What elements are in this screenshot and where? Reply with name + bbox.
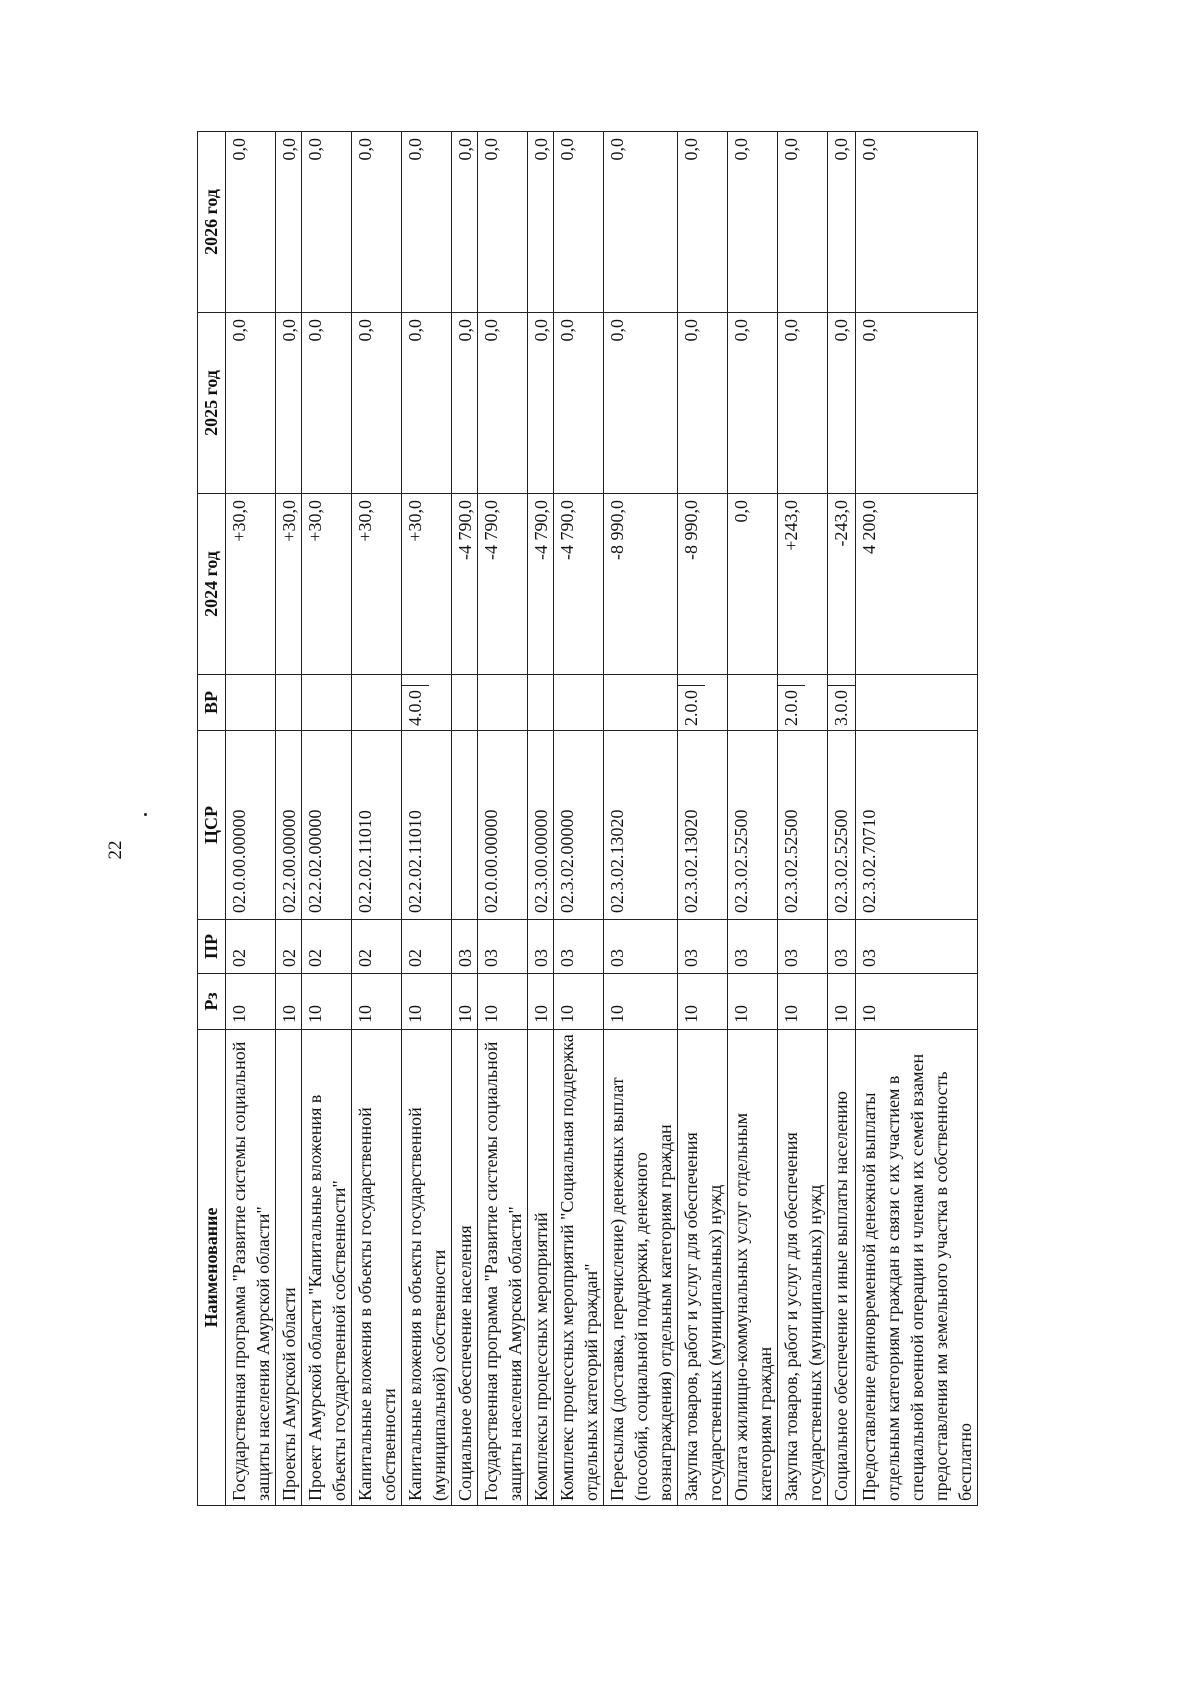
cell-2025: 0,0 xyxy=(478,313,528,494)
cell-2025: 0,0 xyxy=(554,313,604,494)
cell-2024: -4 790,0 xyxy=(452,494,478,675)
cell-vr xyxy=(828,675,856,731)
cell-csr: 02.3.02.13020 xyxy=(604,731,678,920)
cell-rz: 10 xyxy=(226,974,276,1030)
table-row xyxy=(856,132,978,1506)
cell-pr: 03 xyxy=(478,920,528,974)
cell-2026: 0,0 xyxy=(452,132,478,313)
cell-vr xyxy=(452,675,478,731)
header-pr: ПР xyxy=(198,920,226,974)
cell-2025: 0,0 xyxy=(728,313,778,494)
cell-rz: 10 xyxy=(856,974,978,1030)
cell-pr: 02 xyxy=(302,920,352,974)
cell-2025: 0,0 xyxy=(276,313,302,494)
table-header-row xyxy=(198,132,226,1506)
cell-rz: 10 xyxy=(728,974,778,1030)
table-body xyxy=(226,132,978,1506)
budget-table-container xyxy=(197,132,1022,1506)
header-csr: ЦСР xyxy=(198,731,226,920)
header-2024: 2024 год xyxy=(198,494,226,675)
cell-name: Проекты Амурской области xyxy=(276,1030,302,1506)
cell-pr: 02 xyxy=(276,920,302,974)
cell-2024: +30,0 xyxy=(302,494,352,675)
cell-name: Капитальные вложения в объекты государственной собственности xyxy=(352,1030,402,1506)
cell-vr xyxy=(402,675,452,731)
cell-2026: 0,0 xyxy=(678,132,728,313)
cell-vr xyxy=(678,675,728,731)
cell-pr: 03 xyxy=(728,920,778,974)
cell-2024: 0,0 xyxy=(728,494,778,675)
cell-vr xyxy=(528,675,554,731)
header-rz: Рз xyxy=(198,974,226,1030)
cell-csr: 02.3.02.52500 xyxy=(828,731,856,920)
table-row xyxy=(604,132,678,1506)
cell-csr: 02.3.02.52500 xyxy=(778,731,828,920)
header-name: Наименование xyxy=(198,1030,226,1506)
cell-name: Проект Амурской области "Капитальные вложения в объекты государственной собственности" xyxy=(302,1030,352,1506)
cell-vr xyxy=(276,675,302,731)
cell-2025: 0,0 xyxy=(352,313,402,494)
table-row xyxy=(352,132,402,1506)
cell-pr: 03 xyxy=(778,920,828,974)
cell-csr: 02.3.02.13020 xyxy=(678,731,728,920)
cell-csr: 02.3.02.70710 xyxy=(856,731,978,920)
cell-2025: 0,0 xyxy=(226,313,276,494)
table-row xyxy=(728,132,778,1506)
table-row xyxy=(528,132,554,1506)
table-row xyxy=(402,132,452,1506)
table-row xyxy=(452,132,478,1506)
cell-pr: 03 xyxy=(678,920,728,974)
cell-name: Комплексы процессных мероприятий xyxy=(528,1030,554,1506)
cell-rz: 10 xyxy=(678,974,728,1030)
cell-name: Оплата жилищно-коммунальных услуг отдельным категориям граждан xyxy=(728,1030,778,1506)
header-vr: ВР xyxy=(198,675,226,731)
cell-2024: -243,0 xyxy=(828,494,856,675)
header-2026: 2026 год xyxy=(198,132,226,313)
cell-pr: 02 xyxy=(352,920,402,974)
cell-2025: 0,0 xyxy=(604,313,678,494)
cell-2024: -4 790,0 xyxy=(478,494,528,675)
cell-name: Закупка товаров, работ и услуг для обеспечения государственных (муниципальных) нужд xyxy=(678,1030,728,1506)
cell-2026: 0,0 xyxy=(604,132,678,313)
table-row xyxy=(302,132,352,1506)
cell-pr: 03 xyxy=(856,920,978,974)
cell-rz: 10 xyxy=(778,974,828,1030)
table-row xyxy=(478,132,528,1506)
cell-rz: 10 xyxy=(554,974,604,1030)
cell-2024: +30,0 xyxy=(276,494,302,675)
cell-2026: 0,0 xyxy=(828,132,856,313)
cell-2026: 0,0 xyxy=(528,132,554,313)
cell-2024: -4 790,0 xyxy=(528,494,554,675)
cell-2024: 4 200,0 xyxy=(856,494,978,675)
cell-pr: 03 xyxy=(554,920,604,974)
cell-2024: -8 990,0 xyxy=(604,494,678,675)
vr-code: 2.0.0 xyxy=(678,685,705,730)
cell-2025: 0,0 xyxy=(828,313,856,494)
vr-code: 2.0.0 xyxy=(778,685,805,730)
cell-name: Пересылка (доставка, перечисление) денежных выплат (пособий, социальной поддержки, денежного вознаграждения) отдельным категориям граждан xyxy=(604,1030,678,1506)
cell-2025: 0,0 xyxy=(452,313,478,494)
cell-csr xyxy=(452,731,478,920)
cell-name: Комплекс процессных мероприятий "Социальная поддержка отдельных категорий граждан" xyxy=(554,1030,604,1506)
cell-2025: 0,0 xyxy=(678,313,728,494)
cell-2025: 0,0 xyxy=(778,313,828,494)
cell-rz: 10 xyxy=(402,974,452,1030)
vr-code: 4.0.0 xyxy=(402,685,429,730)
cell-name: Социальное обеспечение и иные выплаты населению xyxy=(828,1030,856,1506)
cell-csr: 02.2.00.00000 xyxy=(276,731,302,920)
cell-csr: 02.0.00.00000 xyxy=(478,731,528,920)
cell-rz: 10 xyxy=(452,974,478,1030)
cell-vr xyxy=(226,675,276,731)
cell-2024: +30,0 xyxy=(402,494,452,675)
cell-vr xyxy=(728,675,778,731)
cell-name: Социальное обеспечение населения xyxy=(452,1030,478,1506)
cell-2026: 0,0 xyxy=(226,132,276,313)
cell-2024: +30,0 xyxy=(226,494,276,675)
cell-vr xyxy=(604,675,678,731)
cell-name: Закупка товаров, работ и услуг для обеспечения государственных (муниципальных) нужд xyxy=(778,1030,828,1506)
table-row xyxy=(226,132,276,1506)
cell-2026: 0,0 xyxy=(352,132,402,313)
cell-rz: 10 xyxy=(604,974,678,1030)
cell-csr: 02.3.02.52500 xyxy=(728,731,778,920)
cell-2025: 0,0 xyxy=(302,313,352,494)
cell-csr: 02.3.00.00000 xyxy=(528,731,554,920)
cell-2025: 0,0 xyxy=(528,313,554,494)
cell-rz: 10 xyxy=(828,974,856,1030)
budget-table xyxy=(197,131,978,1506)
cell-2026: 0,0 xyxy=(856,132,978,313)
cell-2026: 0,0 xyxy=(478,132,528,313)
cell-pr: 02 xyxy=(226,920,276,974)
table-row xyxy=(554,132,604,1506)
header-2025: 2025 год xyxy=(198,313,226,494)
cell-name: Предоставление единовременной денежной выплаты отдельным категориям граждан в связи с их участием в специальной военной операции и членам их семей взамен предоставления им земельного участка в собственность бесплатно xyxy=(856,1030,978,1506)
cell-pr: 03 xyxy=(452,920,478,974)
cell-2025: 0,0 xyxy=(402,313,452,494)
table-row xyxy=(828,132,856,1506)
cell-vr xyxy=(352,675,402,731)
table-row xyxy=(276,132,302,1506)
cell-2025: 0,0 xyxy=(856,313,978,494)
cell-2026: 0,0 xyxy=(402,132,452,313)
cell-csr: 02.2.02.11010 xyxy=(352,731,402,920)
table-row xyxy=(778,132,828,1506)
table-row xyxy=(678,132,728,1506)
cell-csr: 02.3.02.00000 xyxy=(554,731,604,920)
cell-name: Государственная программа "Развитие системы социальной защиты населения Амурской области" xyxy=(226,1030,276,1506)
cell-pr: 03 xyxy=(604,920,678,974)
cell-name: Государственная программа "Развитие системы социальной защиты населения Амурской области" xyxy=(478,1030,528,1506)
cell-2026: 0,0 xyxy=(728,132,778,313)
cell-2024: +30,0 xyxy=(352,494,402,675)
cell-csr: 02.0.00.00000 xyxy=(226,731,276,920)
cell-2026: 0,0 xyxy=(778,132,828,313)
cell-vr xyxy=(302,675,352,731)
cell-rz: 10 xyxy=(302,974,352,1030)
cell-vr xyxy=(778,675,828,731)
cell-2026: 0,0 xyxy=(276,132,302,313)
cell-2026: 0,0 xyxy=(554,132,604,313)
cell-2024: -8 990,0 xyxy=(678,494,728,675)
cell-vr xyxy=(478,675,528,731)
cell-vr xyxy=(856,675,978,731)
cell-rz: 10 xyxy=(528,974,554,1030)
cell-2024: +243,0 xyxy=(778,494,828,675)
cell-2026: 0,0 xyxy=(302,132,352,313)
cell-name: Капитальные вложения в объекты государственной (муниципальной) собственности xyxy=(402,1030,452,1506)
page-number: 22 xyxy=(105,840,126,860)
cell-csr: 02.2.02.00000 xyxy=(302,731,352,920)
cell-rz: 10 xyxy=(478,974,528,1030)
cell-pr: 03 xyxy=(828,920,856,974)
cell-pr: 02 xyxy=(402,920,452,974)
cell-vr xyxy=(554,675,604,731)
cell-rz: 10 xyxy=(352,974,402,1030)
scan-dot xyxy=(144,813,147,816)
cell-rz: 10 xyxy=(276,974,302,1030)
cell-pr: 03 xyxy=(528,920,554,974)
cell-csr: 02.2.02.11010 xyxy=(402,731,452,920)
cell-2024: -4 790,0 xyxy=(554,494,604,675)
vr-code: 3.0.0 xyxy=(828,685,855,730)
